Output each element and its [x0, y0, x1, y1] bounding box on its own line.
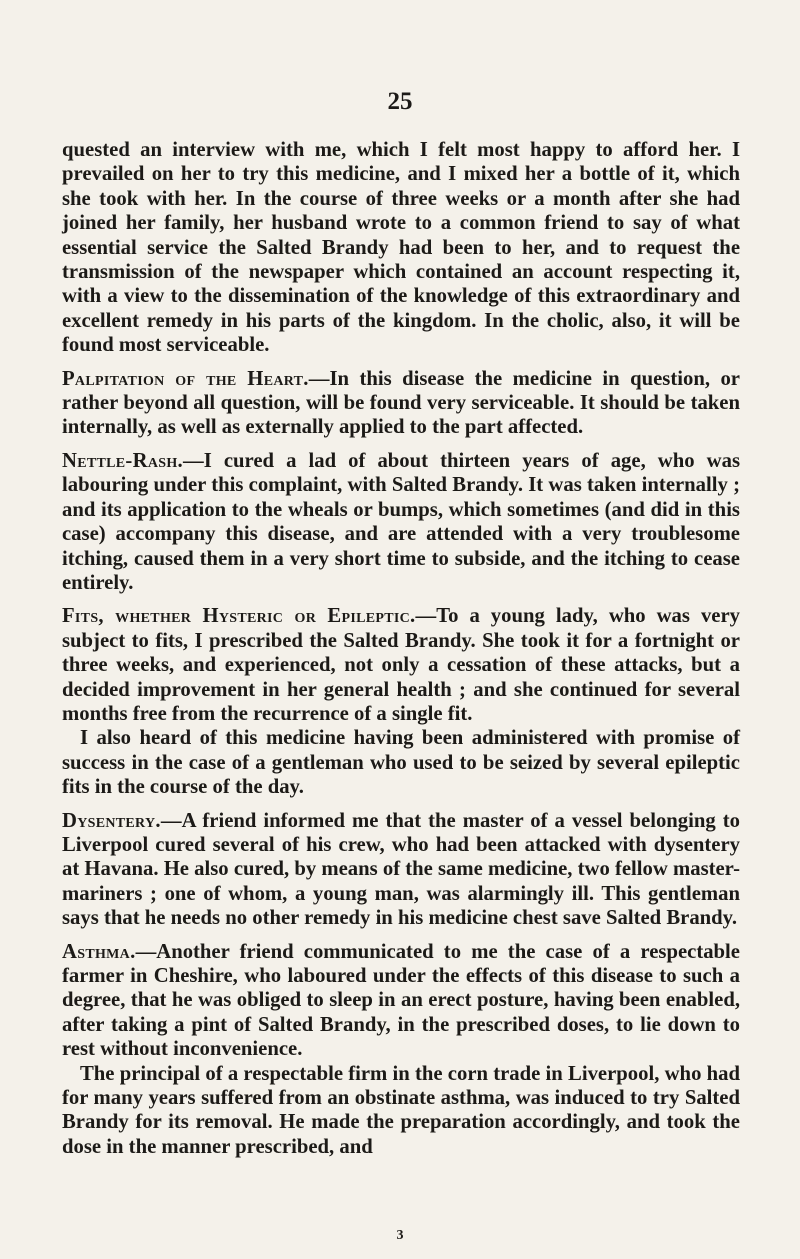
paragraph-text: —In this disease the medicine in question, or rather beyond all question, will be found very serviceable. It should be taken internally, as well as externally applied to the part affected. — [62, 367, 740, 439]
section-heading: Nettle-Rash. — [62, 449, 184, 472]
paragraph-text: quested an interview with me, which I felt most happy to afford her. I prevailed on her to try this medicine, and I mixed her a bottle of it, which she took with her. In the course of three weeks or a month after she had joined her family, her husband wrote to a common friend to say of what essential service the Salted Brandy had been to her, and to request the transmission of the newspaper which contained an account respecting it, with a view to the dissemination of the knowledge of this extraordinary and excellent remedy in his parts of the kingdom. In the cholic, also, it will be found most serviceable. — [62, 139, 740, 357]
paragraph-text: —A friend informed me that the master of a vessel belonging to Liverpool cured several of his crew, who had been attacked with dysentery at Havana. He also cured, by means of the same medicine, two fellow master-mariners ; one of whom, a young man, was alarmingly ill. This gentleman says that he needs no other remedy in his medicine chest save Salted Brandy. — [62, 809, 740, 930]
section-heading: Dysentery. — [62, 809, 161, 832]
paragraph-text: I also heard of this medicine having been administered with promise of success in the case of a gentleman who used to be seized by several epileptic fits in the course of the day. — [62, 727, 740, 799]
paragraph-text: The principal of a respectable firm in the corn trade in Liverpool, who had for many years suffered from an obstinate asthma, was induced to try Salted Brandy for its removal. He made the preparation accordingly, and took the dose in the manner prescribed, and — [62, 1062, 740, 1158]
paragraph-text: —Another friend communicated to me the case of a respectable farmer in Cheshire, who laboured under the effects of this disease to such a degree, that he was obliged to sleep in an erect posture, having been enabled, after taking a pint of Salted Brandy, in the prescribed doses, to lie down to rest without inconvenience. — [62, 940, 740, 1061]
paragraph — [62, 726, 740, 799]
paragraph — [62, 367, 740, 440]
page-number: 25 — [387, 88, 413, 115]
body-text — [62, 138, 740, 1159]
paragraph — [62, 809, 740, 931]
section-heading: Palpitation of the Heart. — [62, 367, 309, 390]
paragraph — [62, 138, 740, 358]
paragraph-text: —To a young lady, who was very subject to fits, I prescribed the Salted Brandy. She took it for a fortnight or three weeks, and experienced, not only a cessation of these attacks, but a decided improvement in her general health ; and she continued for several months free from the recurrence of a single fit. — [62, 605, 741, 725]
paragraph — [62, 1062, 740, 1160]
paragraph-text: —I cured a lad of about thirteen years of age, who was labouring under this complaint, with Salted Brandy. It was taken internally ; and its application to the wheals or bumps, which sometimes (and did in this case) accompany this disease, and are attended with a very troublesome itching, caused them in a very short time to subside, and the itching to cease entirely. — [62, 449, 740, 594]
paragraph — [62, 604, 740, 726]
section-heading: Fits, whether Hysteric or Epileptic. — [62, 605, 416, 628]
paragraph — [62, 940, 740, 1062]
signature-mark: 3 — [396, 1228, 404, 1243]
paragraph — [62, 449, 740, 595]
section-heading: Asthma. — [62, 940, 136, 963]
